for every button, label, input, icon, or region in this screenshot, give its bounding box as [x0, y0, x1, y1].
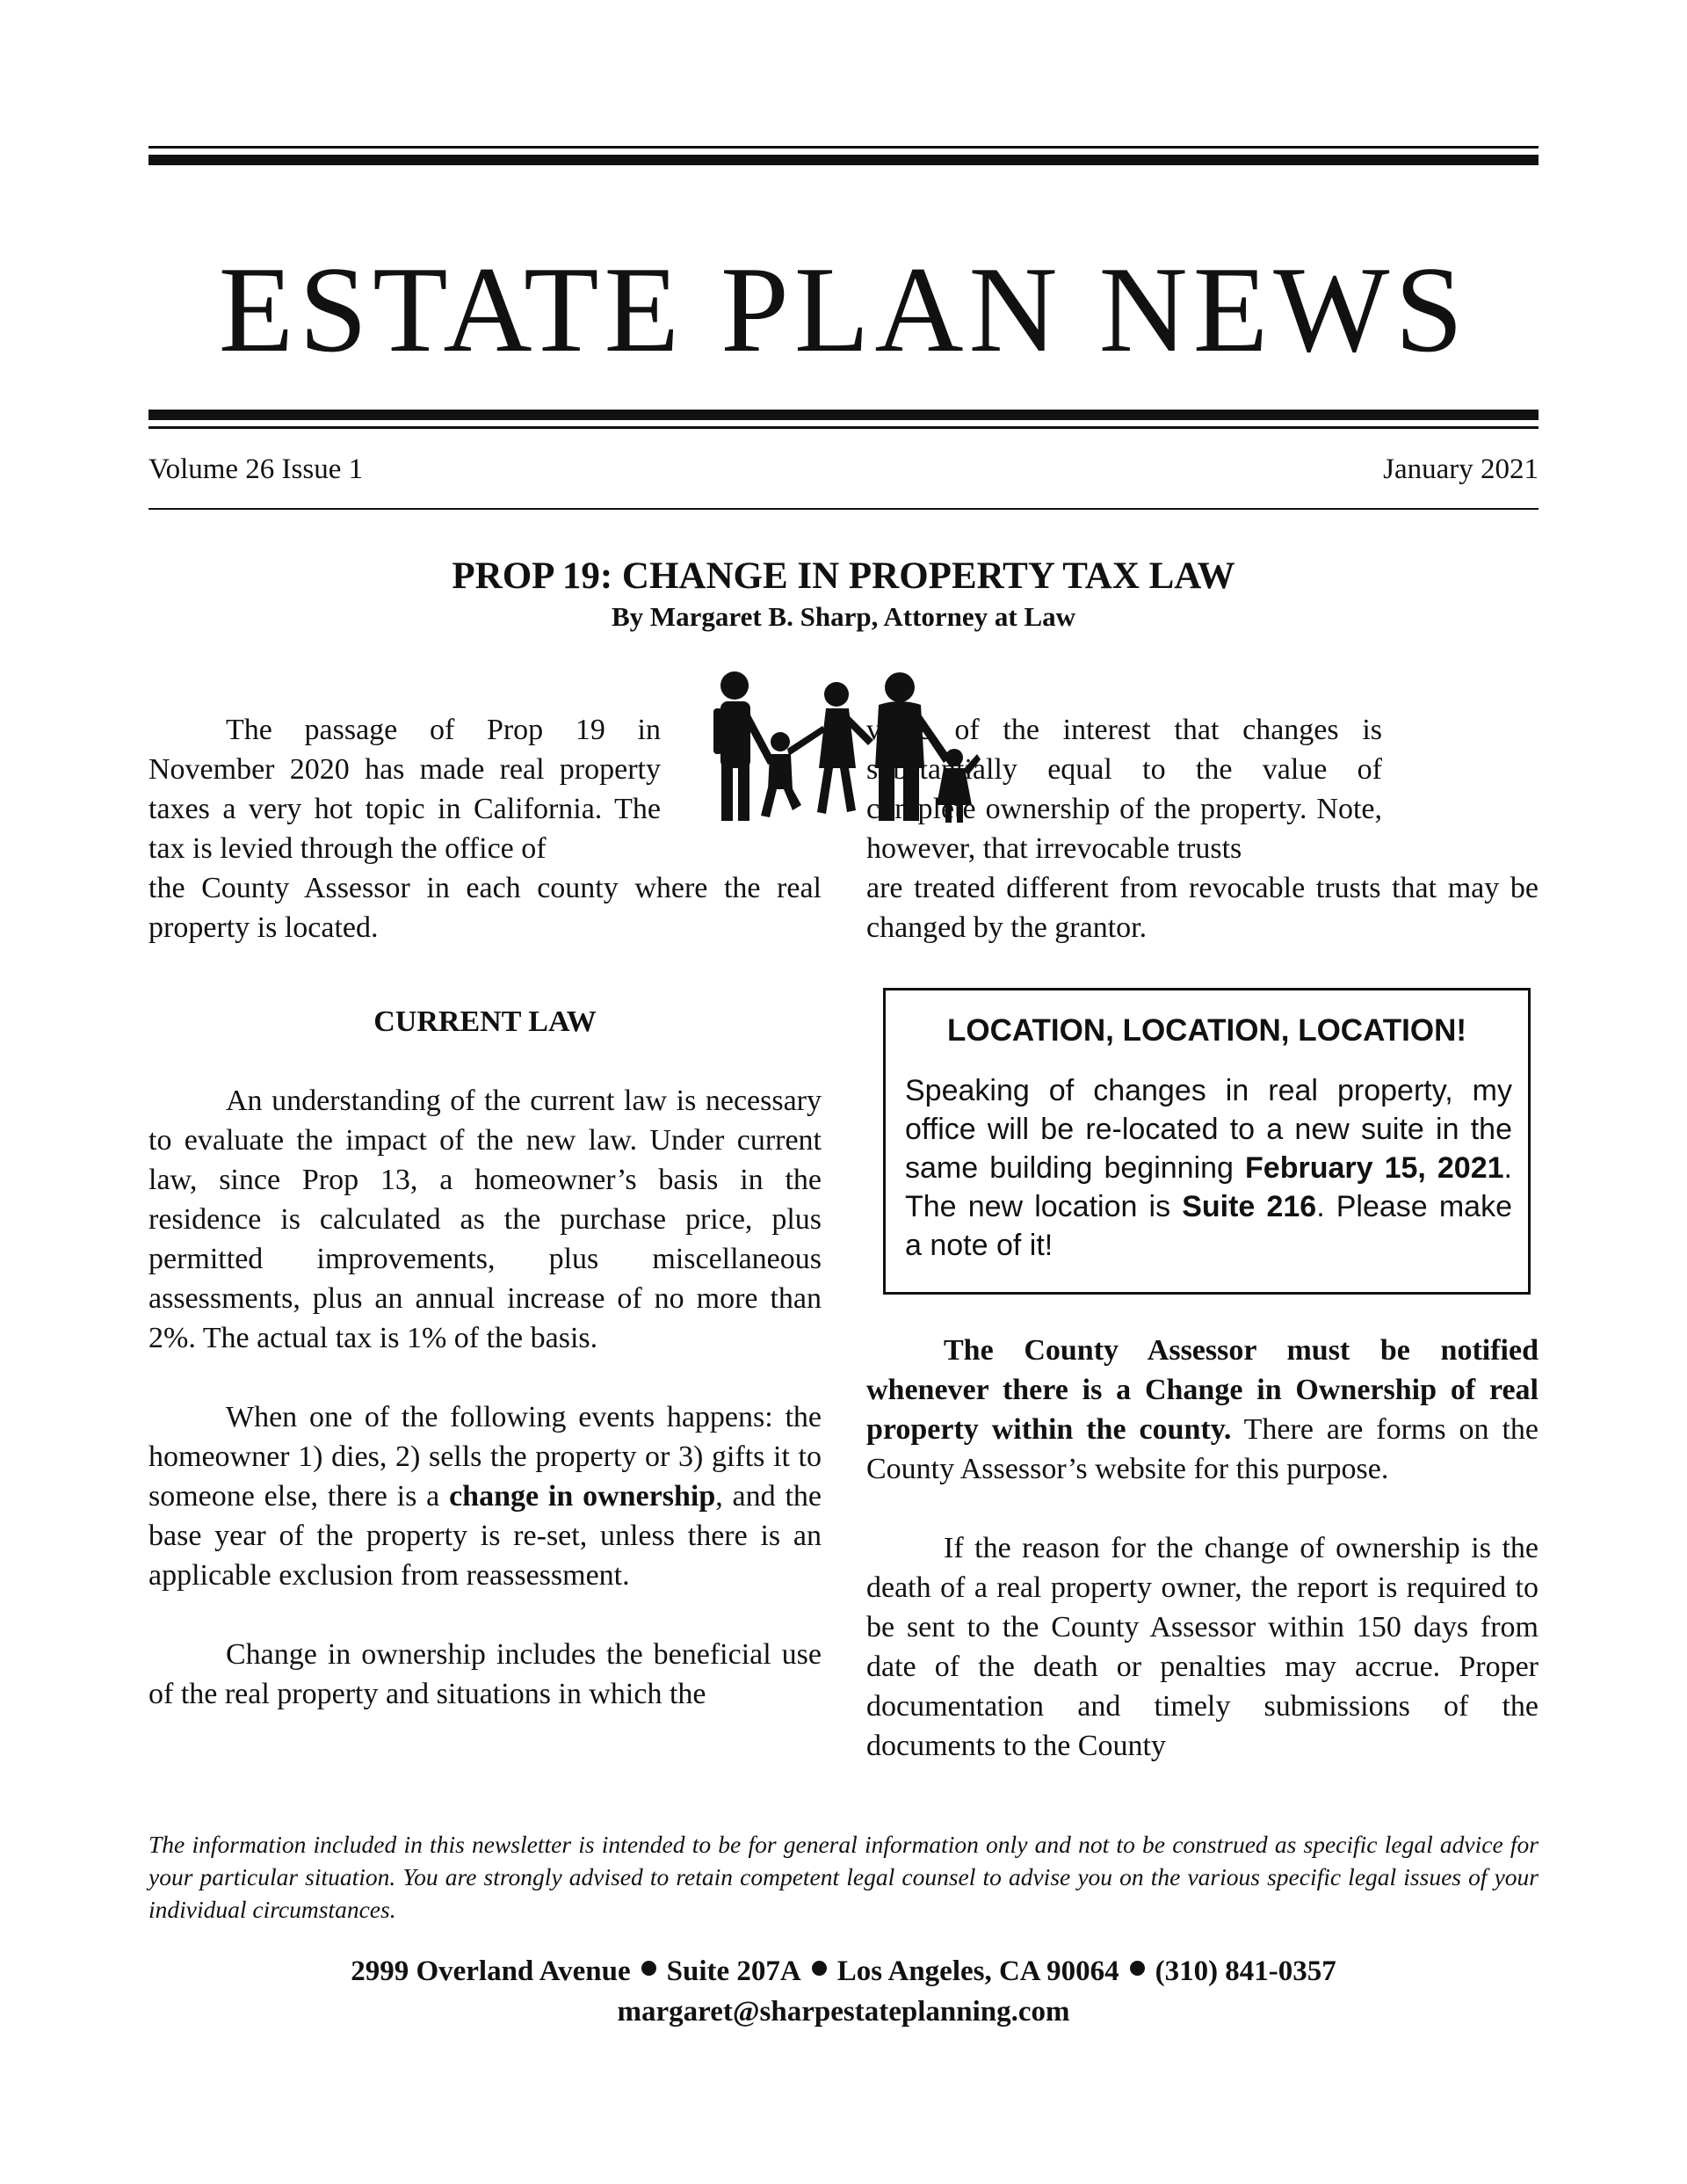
intro-paragraph-rest: the County Assessor in each county where the real property is located. — [148, 872, 822, 944]
meta-rule — [148, 508, 1539, 510]
current-law-heading: CURRENT LAW — [373, 1005, 597, 1038]
right-paragraph-wrapped: value of the interest that changes is substantially equal to the value of complete ownership of the property. Note, however, that irrevocable trusts — [866, 714, 1382, 865]
intro-paragraph-wrapped: The passage of Prop 19 in November 2020 has made real property taxes a very hot topic in California. The tax is levied through the office of — [148, 714, 661, 865]
bullet-separator — [1130, 1961, 1145, 1976]
issue-date: January 2021 — [1383, 453, 1539, 485]
legal-disclaimer: The information included in this newsletter is intended to be for general information only and not to be construed as specific legal advice for your particular situation. You are strongly advised to retain competent legal counsel to advise you on the various specific legal issues of your individual circumstances. — [148, 1831, 1539, 1923]
issue-volume: Volume 26 Issue 1 — [148, 453, 364, 485]
left-column — [148, 710, 822, 1714]
masthead-top-rule-thick — [148, 155, 1539, 165]
ownership-paragraph: Change in ownership includes the beneficial use of the real property and situations in which the — [148, 1638, 822, 1710]
office-address: 2999 Overland Avenue Suite 207A Los Angeles, CA 90064 (310) 841-0357 — [351, 1955, 1336, 1987]
article-title: PROP 19: CHANGE IN PROPERTY TAX LAW — [452, 555, 1235, 597]
death-paragraph: If the reason for the change of ownership is the death of a real property owner, the report is required to be sent to the County Assessor within 150 days from date of the death or penalties may accrue. Proper documentation and timely submissions of the documents to the County — [866, 1532, 1539, 1762]
masthead-bottom-rule-thin — [148, 426, 1539, 429]
masthead-bottom-rule-thick — [148, 410, 1539, 420]
current-law-paragraph: An understanding of the current law is necessary to evaluate the impact of the new law. Under current law, since Prop 13, a homeowner’s basis in the residence is calculated as the purchase price, plus permitted improvements, plus miscellaneous assessments, plus an annual increase of no more than 2%. The actual tax is 1% of the basis. — [148, 1085, 822, 1354]
notice-title: LOCATION, LOCATION, LOCATION! — [946, 1013, 1467, 1048]
bullet-separator — [641, 1961, 656, 1976]
new-suite: Suite 216 — [1182, 1190, 1317, 1223]
right-column-top — [866, 710, 1539, 947]
notify-paragraph: The County Assessor must be notified whenever there is a Change in Ownership of real property within the county. There are forms on the County Assessor’s website for this purpose. — [866, 1334, 1539, 1485]
newsletter-title: ESTATE PLAN NEWS — [218, 242, 1469, 378]
bullet-separator — [812, 1961, 827, 1976]
masthead-top-rule-thin — [148, 146, 1539, 149]
change-in-ownership-emphasis: change in ownership — [449, 1480, 716, 1513]
right-paragraph-rest: are treated different from revocable trusts that may be changed by the grantor. — [866, 872, 1539, 944]
notice-body: Speaking of changes in real property, my office will be re-located to a new suite in the same building beginning February 15, 2021. The new location is Suite 216. Please make a note of it! — [905, 1074, 1512, 1262]
move-date: February 15, 2021 — [1245, 1151, 1504, 1185]
article-byline: By Margaret B. Sharp, Attorney at Law — [611, 601, 1076, 632]
contact-email[interactable]: margaret@sharpestateplanning.com — [617, 1996, 1070, 2028]
right-column-bottom — [866, 1331, 1539, 1766]
location-notice-box — [883, 988, 1531, 1295]
events-paragraph: When one of the following events happens: the homeowner 1) dies, 2) sells the property or 3) gifts it to someone else, there is a change in ownership, and the base year of the property is re-set, unless there is an applicable exclusion from reassessment. — [148, 1401, 822, 1592]
